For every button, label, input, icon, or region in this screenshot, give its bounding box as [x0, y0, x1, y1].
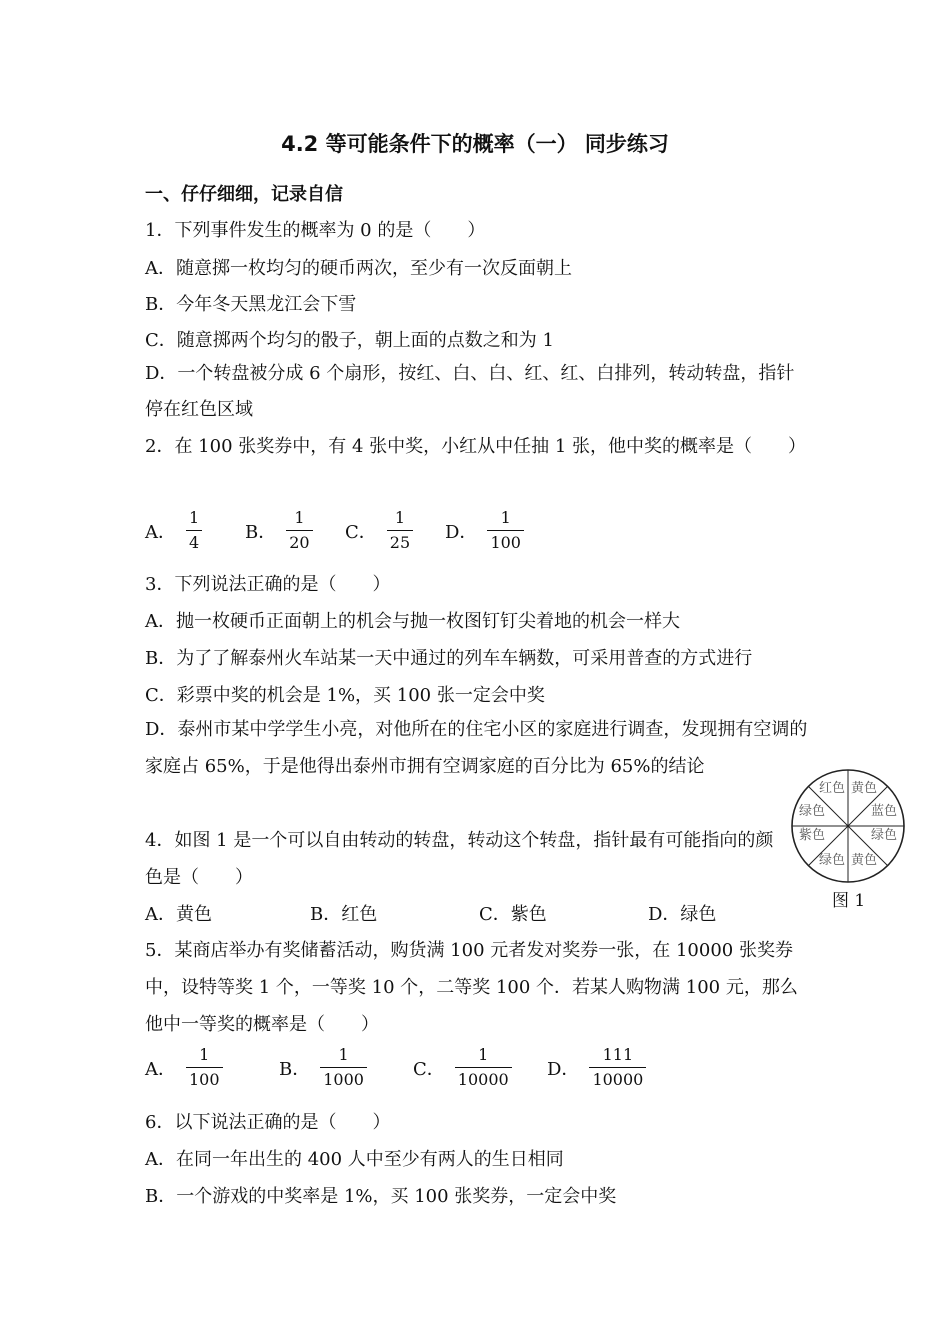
option-label: B．: [279, 1058, 311, 1080]
spinner-figure: [790, 768, 906, 884]
q2-option-a: [145, 508, 245, 553]
sector-label: 绿色: [870, 828, 898, 843]
sector-label: 蓝色: [870, 804, 898, 819]
q1-option-b: B．今年冬天黑龙江会下雪: [145, 294, 357, 315]
q6-stem: 6．以下说法正确的是（ ）: [145, 1112, 391, 1133]
sector-label: 紫色: [798, 828, 826, 843]
denominator: 100: [487, 530, 524, 553]
sector-label: 红色: [818, 781, 846, 796]
q2-option-d: [445, 508, 524, 553]
q4-stem: 4．如图 1 是一个可以自由转动的转盘，转动这个转盘，指针最有可能指向的颜色是（ ）: [145, 830, 774, 888]
q4-option-c: C．紫色: [479, 904, 547, 925]
q5-options: [145, 1045, 646, 1090]
sector-label: 绿色: [798, 804, 826, 819]
denominator: 20: [286, 530, 312, 553]
fraction: [589, 1045, 646, 1090]
sector-label: 黄色: [850, 781, 878, 796]
figure-caption: 图 1: [832, 891, 866, 911]
option-label: D．: [445, 521, 478, 543]
sector-label: 绿色: [818, 853, 846, 868]
option-label: D．: [547, 1058, 580, 1080]
fraction: [286, 508, 312, 553]
denominator: 100: [186, 1067, 223, 1090]
numerator: 1: [338, 1045, 349, 1064]
q4-option-a: A．黄色: [145, 904, 212, 925]
option-label: A．: [145, 521, 176, 543]
q2-option-b: [245, 508, 345, 553]
section-heading: 一、仔仔细细，记录自信: [145, 184, 343, 205]
q3-option-b: B．为了了解泰州火车站某一天中通过的列车车辆数，可采用普查的方式进行: [145, 648, 753, 669]
option-label: C．: [345, 521, 377, 543]
q2-options: [145, 508, 524, 553]
q5-option-d: [547, 1045, 646, 1090]
numerator: 1: [189, 508, 200, 527]
q5-option-a: [145, 1045, 279, 1090]
numerator: 1: [500, 508, 511, 527]
q5-stem: 5．某商店举办有奖储蓄活动，购货满 100 元者发对奖券一张，在 10000 张奖券中，设特等奖 1 个，一等奖 10 个，二等奖 100 个．若某人购物满 100 元，那么他中一等奖的概率是（ ）: [145, 940, 798, 1035]
fraction: [487, 508, 524, 553]
q1-option-a: A．随意掷一枚均匀的硬币两次，至少有一次反面朝上: [145, 258, 572, 279]
q3-option-d: D．泰州市某中学学生小亮，对他所在的住宅小区的家庭进行调查，发现拥有空调的家庭占 65%，于是他得出泰州市拥有空调家庭的百分比为 65%的结论: [145, 719, 808, 777]
q5-option-c: [413, 1045, 547, 1090]
q1-option-d: D．一个转盘被分成 6 个扇形，按红、白、白、红、红、白排列，转动转盘，指针停在红色区域: [145, 363, 795, 420]
fraction: [455, 1045, 512, 1090]
numerator: 1: [394, 508, 406, 527]
numerator: 111: [602, 1045, 634, 1064]
fraction: [186, 508, 202, 553]
fraction: [320, 1045, 367, 1090]
q1-stem: 1．下列事件发生的概率为 0 的是（ ）: [145, 220, 486, 241]
q2-option-c: [345, 508, 445, 553]
q3-option-a: A．抛一枚硬币正面朝上的机会与抛一枚图钉钉尖着地的机会一样大: [145, 611, 680, 632]
numerator: 1: [199, 1045, 210, 1064]
denominator: 10000: [455, 1067, 512, 1090]
fraction: [186, 1045, 223, 1090]
q3-stem: 3．下列说法正确的是（ ）: [145, 574, 391, 595]
q5-option-b: [279, 1045, 413, 1090]
q6-option-b: B．一个游戏的中奖率是 1%，买 100 张奖券，一定会中奖: [145, 1186, 617, 1207]
option-label: A．: [145, 1058, 176, 1080]
q2-stem: 2．在 100 张奖券中，有 4 张中奖，小红从中任抽 1 张，他中奖的概率是（ ）: [145, 436, 807, 457]
denominator: 25: [387, 530, 413, 553]
q3-option-c: C．彩票中奖的机会是 1%，买 100 张一定会中奖: [145, 685, 545, 706]
option-label: C．: [413, 1058, 445, 1080]
denominator: 10000: [589, 1067, 646, 1090]
q1-option-c: C．随意掷两个均匀的骰子，朝上面的点数之和为 1: [145, 330, 554, 351]
q4-option-b: B．红色: [310, 904, 378, 925]
option-label: B．: [245, 521, 277, 543]
sector-label: 黄色: [850, 853, 878, 868]
q6-option-a: A．在同一年出生的 400 人中至少有两人的生日相同: [145, 1149, 564, 1170]
denominator: 1000: [320, 1067, 367, 1090]
numerator: 1: [478, 1045, 489, 1064]
fraction: [387, 508, 413, 553]
page-title: 4.2 等可能条件下的概率（一） 同步练习: [281, 132, 669, 156]
denominator: 4: [186, 530, 202, 553]
numerator: 1: [294, 508, 305, 527]
q4-option-d: D．绿色: [648, 904, 717, 925]
